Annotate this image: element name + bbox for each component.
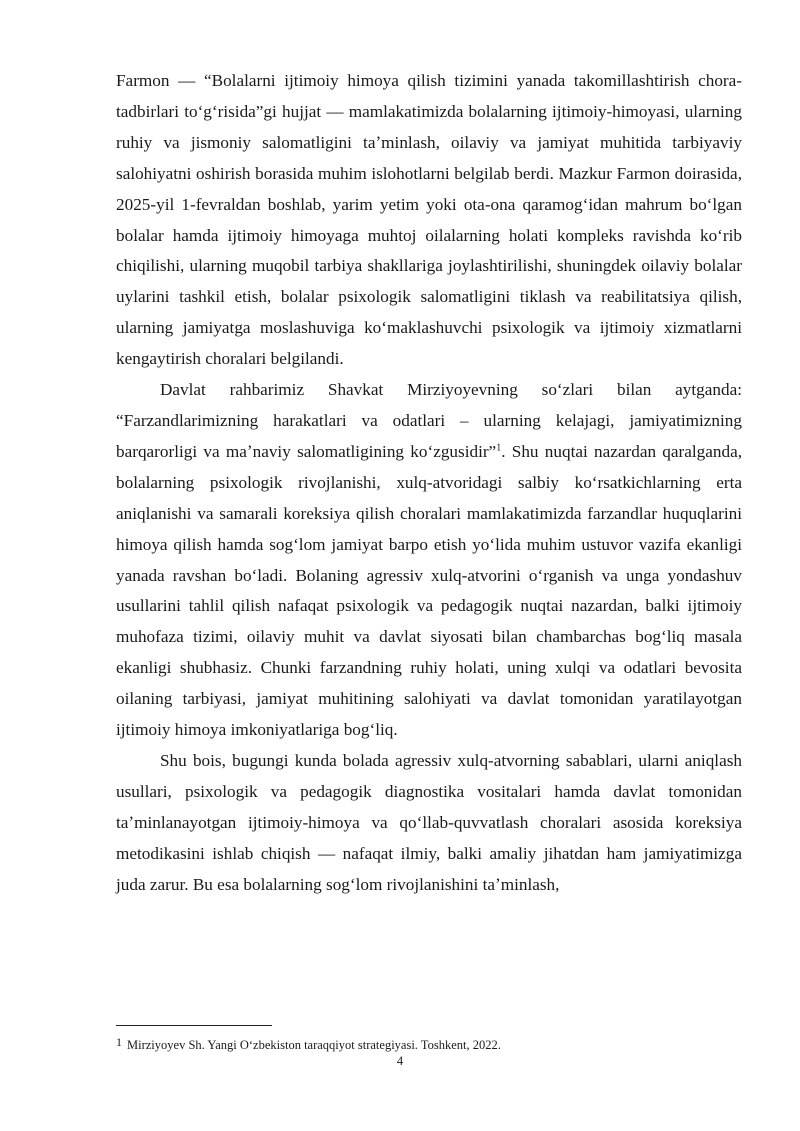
paragraph-1: Farmon — “Bolalarni ijtimoiy himoya qilish tizimini yanada takomillashtirish chora-tadbirlari toʻgʻrisida”gi hujjat — mamlakatimizda bolalarning ijtimoiy-himoyasi, ularning ruhiy va jismoniy salomatligini taʼminlash, oilaviy va jamiyat muhitida tarbiyaviy salohiyatni oshirish borasida muhim islohotlarni belgilab berdi. Mazkur Farmon doirasida, 2025-yil 1-fevraldan boshlab, yarim yetim yoki ota-ona qaramogʻidan mahrum boʻlgan bolalar hamda ijtimoiy himoyaga muhtoj oilalarning holati kompleks ravishda koʻrib chiqilishi, ularning muqobil tarbiya shakllariga joylashtirilishi, shuningdek oilaviy bolalar uylarini tashkil etish, bolalar psixologik salomatligini tiklash va reabilitatsiya qilish, ularning jamiyatga moslashuviga koʻmaklashuvchi psixologik va ijtimoiy xizmatlarni kengaytirish choralari belgilandi. [116,71,742,369]
paragraph-2-text-after-ref: . Shu nuqtai nazardan qaralganda, bolalarning psixologik rivojlanishi, xulq-atvoridagi salbiy koʻrsatkichlarning erta aniqlanishi va samarali koreksiya qilish choralari mamlakatimizda farzandlar huquqlarini himoya qilish hamda sogʻlom jamiyat barpo etish yoʻlida muhim ustuvor vazifa ekanligi yanada ravshan boʻladi. Bolaning agressiv xulq-atvorini oʻrganish va unga yondashuv usullarini tahlil qilish nafaqat psixologik va pedagogik nuqtai nazardan, balki ijtimoiy muhofaza tizimi, oilaviy muhit va davlat siyosati bilan chambarchas bogʻliq masala ekanligi shubhasiz. Chunki farzandning ruhiy holati, uning xulqi va odatlari bevosita oilaning tarbiyasi, jamiyat muhitining salohiyati va davlat tomonidan yaratilayotgan ijtimoiy himoya imkoniyatlariga bogʻliq. [116,441,742,740]
paragraph-3: Shu bois, bugungi kunda bolada agressiv xulq-atvorning sabablari, ularni aniqlash usullari, psixologik va pedagogik diagnostika vositalari hamda davlat tomonidan taʼminlanayotgan ijtimoiy-himoya va qoʻllab-quvvatlash choralari asosida koreksiya metodikasini ishlab chiqish — nafaqat ilmiy, balki amaliy jihatdan ham jamiyatimizga juda zarur. Bu esa bolalarning sogʻlom rivojlanishini taʼminlash, [116,750,742,894]
footnote-mark: 1 [116,1035,122,1049]
footnote-text: Mirziyoyev Sh. Yangi Oʻzbekiston taraqqiyot strategiyasi. Toshkent, 2022. [127,1038,501,1052]
footnote-divider [116,1025,272,1026]
footnote [116,1034,501,1053]
document-body [116,66,742,900]
page-number: 4 [396,1054,404,1068]
footnote-reference: 1 [496,442,502,454]
paragraph-2 [116,375,742,746]
paragraph-2-text-before-ref: Davlat rahbarimiz Shavkat Mirziyoyevning soʻzlari bilan aytganda: “Farzandlarimizning harakatlari va odatlari – ularning kelajagi, jamiyatimizning barqarorligi va maʼnaviy salomatligining koʻzgusidir” [116,380,742,461]
